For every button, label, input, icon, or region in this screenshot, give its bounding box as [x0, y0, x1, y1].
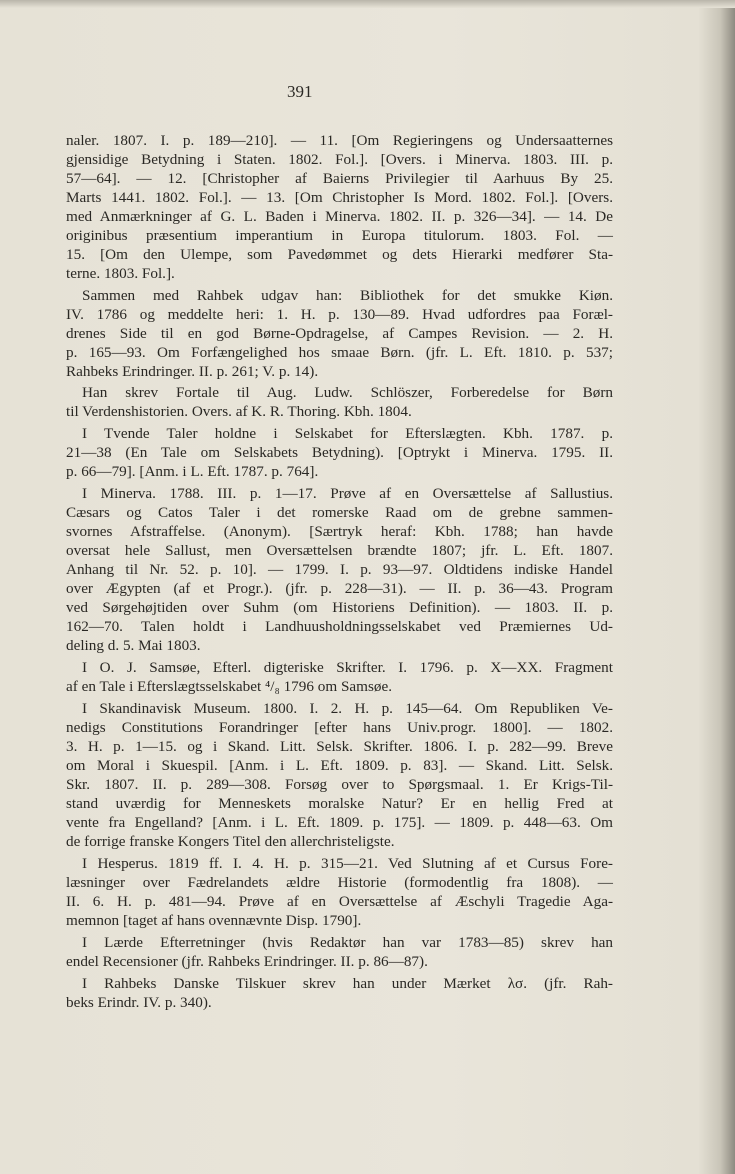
text-line: om Moral i Skuespil. [Anm. i L. Eft. 1809. p. 83]. — Skand. Litt. Selsk. [66, 757, 613, 774]
text-line: p. 165—93. Om Forfængelighed hos smaae Børn. (jfr. L. Eft. 1810. p. 537; [66, 344, 613, 361]
text-line: IV. 1786 og meddelte heri: 1. H. p. 130—89. Hvad udfordres paa Foræl- [66, 306, 613, 323]
text-line: originibus præsentium imperantium in Europa titulorum. 1803. Fol. — [66, 227, 613, 244]
page-number: 391 [287, 82, 313, 101]
text-line: af en Tale i Efterslægtsselskabet ⁴/₈ 1796 om Samsøe. [66, 678, 393, 695]
text-line: 21—38 (En Tale om Selskabets Betydning). [Optrykt i Minerva. 1795. II. [66, 444, 613, 461]
text-line: I Minerva. 1788. III. p. 1—17. Prøve af en Oversættelse af Sallustius. [82, 485, 613, 502]
text-line: svornes Afstraffelse. (Anonym). [Særtryk heraf: Kbh. 1788; han havde [66, 523, 613, 540]
text-line: læsninger over Fædrelandets ældre Historie (formodentlig fra 1808). — [66, 874, 613, 891]
text-line: I Rahbeks Danske Tilskuer skrev han under Mærket λσ. (jfr. Rah- [82, 975, 613, 992]
text-line: stand uværdig for Menneskets moralske Natur? Er en hellig Fred at [66, 795, 613, 812]
text-line: ved Sørgehøjtiden over Suhm (om Historiens Definition). — 1803. II. p. [66, 599, 613, 616]
text-line: deling d. 5. Mai 1803. [66, 637, 201, 654]
text-line: oversat hele Sallust, men Oversættelsen brændte 1807; jfr. L. Eft. 1807. [66, 542, 613, 559]
text-line: de forrige franske Kongers Titel den allerchristeligste. [66, 833, 395, 850]
text-line: drenes Side til en god Børne-Opdragelse, af Campes Revision. — 2. H. [66, 325, 613, 342]
text-line: over Ægypten (af et Progr.). (jfr. p. 228—31). — II. p. 36—43. Program [66, 580, 613, 597]
text-line: til Verdenshistorien. Overs. af K. R. Thoring. Kbh. 1804. [66, 403, 412, 420]
text-line: Skr. 1807. II. p. 289—308. Forsøg over to Spørgsmaal. 1. Er Krigs-Til- [66, 776, 613, 793]
text-line: memnon [taget af hans ovennævnte Disp. 1790]. [66, 912, 362, 929]
text-line: 162—70. Talen holdt i Landhuusholdningsselskabet ved Præmiernes Ud- [66, 618, 613, 635]
text-line: beks Erindr. IV. p. 340). [66, 994, 212, 1011]
text-line: I Tvende Taler holdne i Selskabet for Efterslægten. Kbh. 1787. p. [82, 425, 613, 442]
text-line: p. 66—79]. [Anm. i L. Eft. 1787. p. 764]. [66, 463, 319, 480]
text-line: Cæsars og Catos Taler i det romerske Raad om de grebne sammen- [66, 504, 613, 521]
text-line: med Anmærkninger af G. L. Baden i Minerva. 1802. II. p. 326—34]. — 14. De [66, 208, 613, 225]
text-line: endel Recensioner (jfr. Rahbeks Erindringer. II. p. 86—87). [66, 953, 428, 970]
text-line: I Hesperus. 1819 ff. I. 4. H. p. 315—21. Ved Slutning af et Cursus Fore- [82, 855, 613, 872]
text-line: Han skrev Fortale til Aug. Ludw. Schlöszer, Forberedelse for Børn [82, 384, 613, 401]
text-line: naler. 1807. I. p. 189—210]. — 11. [Om Regieringens og Undersaatternes [66, 132, 613, 149]
text-line: 3. H. p. 1—15. og i Skand. Litt. Selsk. Skrifter. 1806. I. p. 282—99. Breve [66, 738, 613, 755]
text-line: vente fra Engelland? [Anm. i L. Eft. 1809. p. 175]. — 1809. p. 448—63. Om [66, 814, 613, 831]
text-line: I Lærde Efterretninger (hvis Redaktør han var 1783—85) skrev han [82, 934, 613, 951]
text-line: II. 6. H. p. 481—94. Prøve af en Oversættelse af Æschyli Tragedie Aga- [66, 893, 613, 910]
text-line: Rahbeks Erindringer. II. p. 261; V. p. 14). [66, 363, 319, 380]
text-line: 15. [Om den Ulempe, som Pavedømmet og dets Hierarki medfører Sta- [66, 246, 613, 263]
text-line: Anhang til Nr. 52. p. 10]. — 1799. I. p. 93—97. Oldtidens indiske Handel [66, 561, 613, 578]
text-line: nedigs Constitutions Forandringer [efter hans Univ.progr. 1800]. — 1802. [66, 719, 613, 736]
text-line: Sammen med Rahbek udgav han: Bibliothek for det smukke Kiøn. [82, 287, 613, 304]
text-line: gjensidige Betydning i Staten. 1802. Fol.]. [Overs. i Minerva. 1803. III. p. [66, 151, 613, 168]
text-line: I O. J. Samsøe, Efterl. digteriske Skrifter. I. 1796. p. X—XX. Fragment [82, 659, 613, 676]
text-line: Marts 1441. 1802. Fol.]. — 13. [Om Christopher Is Mord. 1802. Fol.]. [Overs. [66, 189, 613, 206]
scan-edge [0, 0, 735, 8]
text-line: 57—64]. — 12. [Christopher af Baierns Privilegier til Aarhuus By 25. [66, 170, 613, 187]
text-line: I Skandinavisk Museum. 1800. I. 2. H. p. 145—64. Om Republiken Ve- [82, 700, 613, 717]
text-line: terne. 1803. Fol.]. [66, 265, 175, 282]
